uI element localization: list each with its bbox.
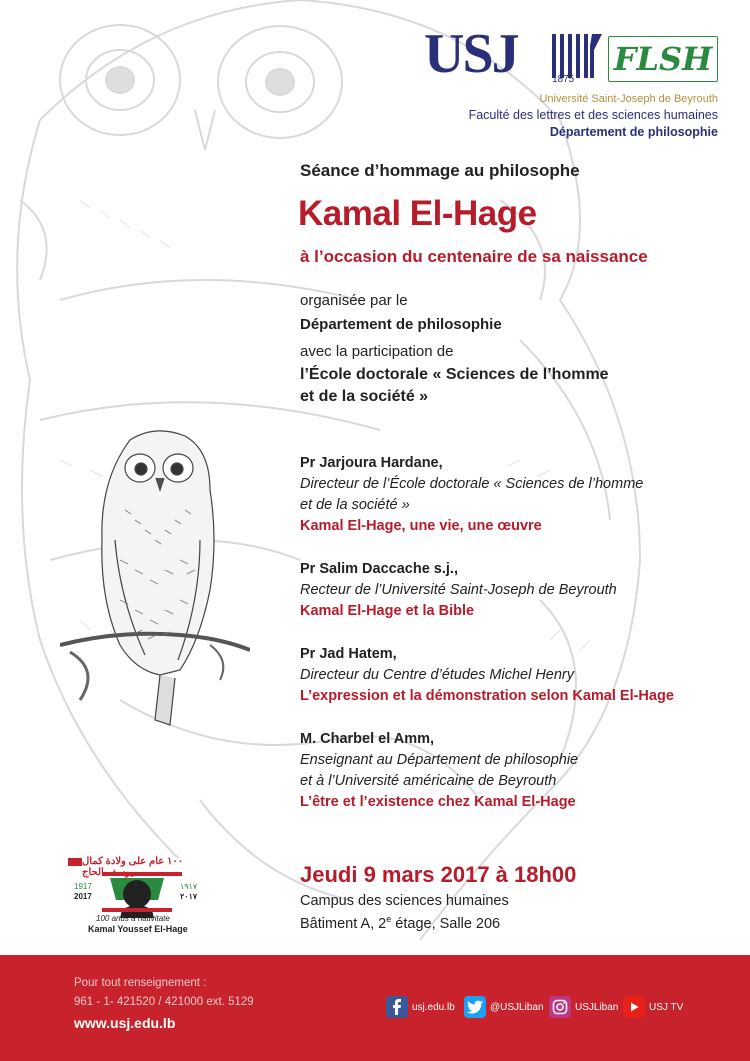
usj-flsh-logo (424, 22, 724, 142)
speaker-role: et de la société » (300, 497, 410, 513)
university-name: Université Saint-Joseph de Beyrouth (539, 93, 718, 105)
founding-year: 1875 (552, 74, 575, 85)
speaker-block (300, 453, 643, 537)
event-date: Jeudi 9 mars 2017 à 18h00 (300, 862, 577, 887)
facebook-icon (386, 996, 408, 1018)
speaker-block (300, 559, 617, 622)
contact-intro: Pour tout renseignement : (74, 977, 207, 989)
badge-latin-line1: 100 anus a nativitate (96, 914, 170, 923)
speaker-role: Directeur de l’École doctorale « Sciences de l’homme (300, 476, 644, 492)
speaker-role: et à l’Université américaine de Beyrouth (300, 773, 557, 789)
event-campus: Campus des sciences humaines (300, 893, 509, 909)
usj-wordmark: USJ (424, 23, 518, 85)
partner-line-2: et de la société » (300, 388, 429, 405)
badge-year-left: 1917 (74, 882, 92, 891)
badge-arabic-title: ١٠٠ عام على ولادة كمال يوسف الحاج (82, 856, 184, 878)
speaker-name: M. Charbel el Amm, (300, 731, 435, 747)
talk-title: L’être et l’existence chez Kamal El-Hage (300, 794, 576, 810)
talk-title: Kamal El-Hage et la Bible (300, 603, 475, 619)
youtube-link[interactable] (623, 995, 683, 1019)
facebook-link[interactable] (386, 995, 455, 1019)
badge-year-left2: 2017 (74, 892, 92, 901)
badge-latin-line2: Kamal Youssef El-Hage (88, 924, 188, 934)
twitter-label: @USJLiban (490, 1001, 544, 1013)
owl-illustration (60, 420, 250, 750)
youtube-icon (623, 996, 645, 1018)
speaker-name: Pr Jad Hatem, (300, 646, 397, 662)
speaker-role: Recteur de l’Université Saint-Joseph de Beyrouth (300, 582, 617, 598)
speaker-role: Directeur du Centre d’études Michel Henry (300, 667, 575, 683)
event-room: Bâtiment A, 2e étage, Salle 206 (300, 914, 501, 932)
instagram-link[interactable] (549, 995, 618, 1019)
talk-title: Kamal El-Hage, une vie, une œuvre (300, 518, 542, 534)
footer-bar (0, 955, 750, 1061)
usj-emblem-icon (548, 30, 604, 96)
organized-by-intro: organisée par le (300, 292, 408, 309)
faculty-name: Faculté des lettres et des sciences humaines (468, 108, 718, 122)
honoree-name: Kamal El-Hage (298, 194, 537, 233)
speaker-block (300, 644, 674, 707)
speaker-name: Pr Salim Daccache s.j., (300, 561, 458, 577)
department-name: Département de philosophie (549, 125, 718, 139)
flsh-wordmark: FLSH (608, 36, 718, 82)
speaker-name: Pr Jarjoura Hardane, (300, 455, 443, 471)
facebook-label: usj.edu.lb (412, 1001, 455, 1013)
centenary-badge (62, 852, 212, 936)
instagram-label: USJLiban (575, 1001, 619, 1013)
twitter-link[interactable] (464, 995, 544, 1019)
seance-heading: Séance d’hommage au philosophe (300, 161, 580, 180)
partner-line-1: l’École doctorale « Sciences de l’homme (300, 366, 609, 383)
speaker-block (300, 729, 578, 813)
website-link[interactable]: www.usj.edu.lb (74, 1015, 176, 1031)
participation-intro: avec la participation de (300, 343, 454, 360)
badge-year-right: ١٩١٧ (180, 882, 198, 891)
twitter-icon (464, 996, 486, 1018)
organizer-name: Département de philosophie (300, 316, 502, 333)
speaker-role: Enseignant au Département de philosophie (300, 752, 579, 768)
instagram-icon (549, 996, 571, 1018)
contact-phone: 961 - 1- 421520 / 421000 ext. 5129 (74, 996, 254, 1008)
badge-year-right2: ٢٠١٧ (180, 892, 198, 901)
occasion-subtitle: à l’occasion du centenaire de sa naissance (300, 247, 648, 266)
talk-title: L’expression et la démonstration selon Kamal El-Hage (300, 688, 674, 704)
youtube-label: USJ TV (649, 1001, 684, 1013)
